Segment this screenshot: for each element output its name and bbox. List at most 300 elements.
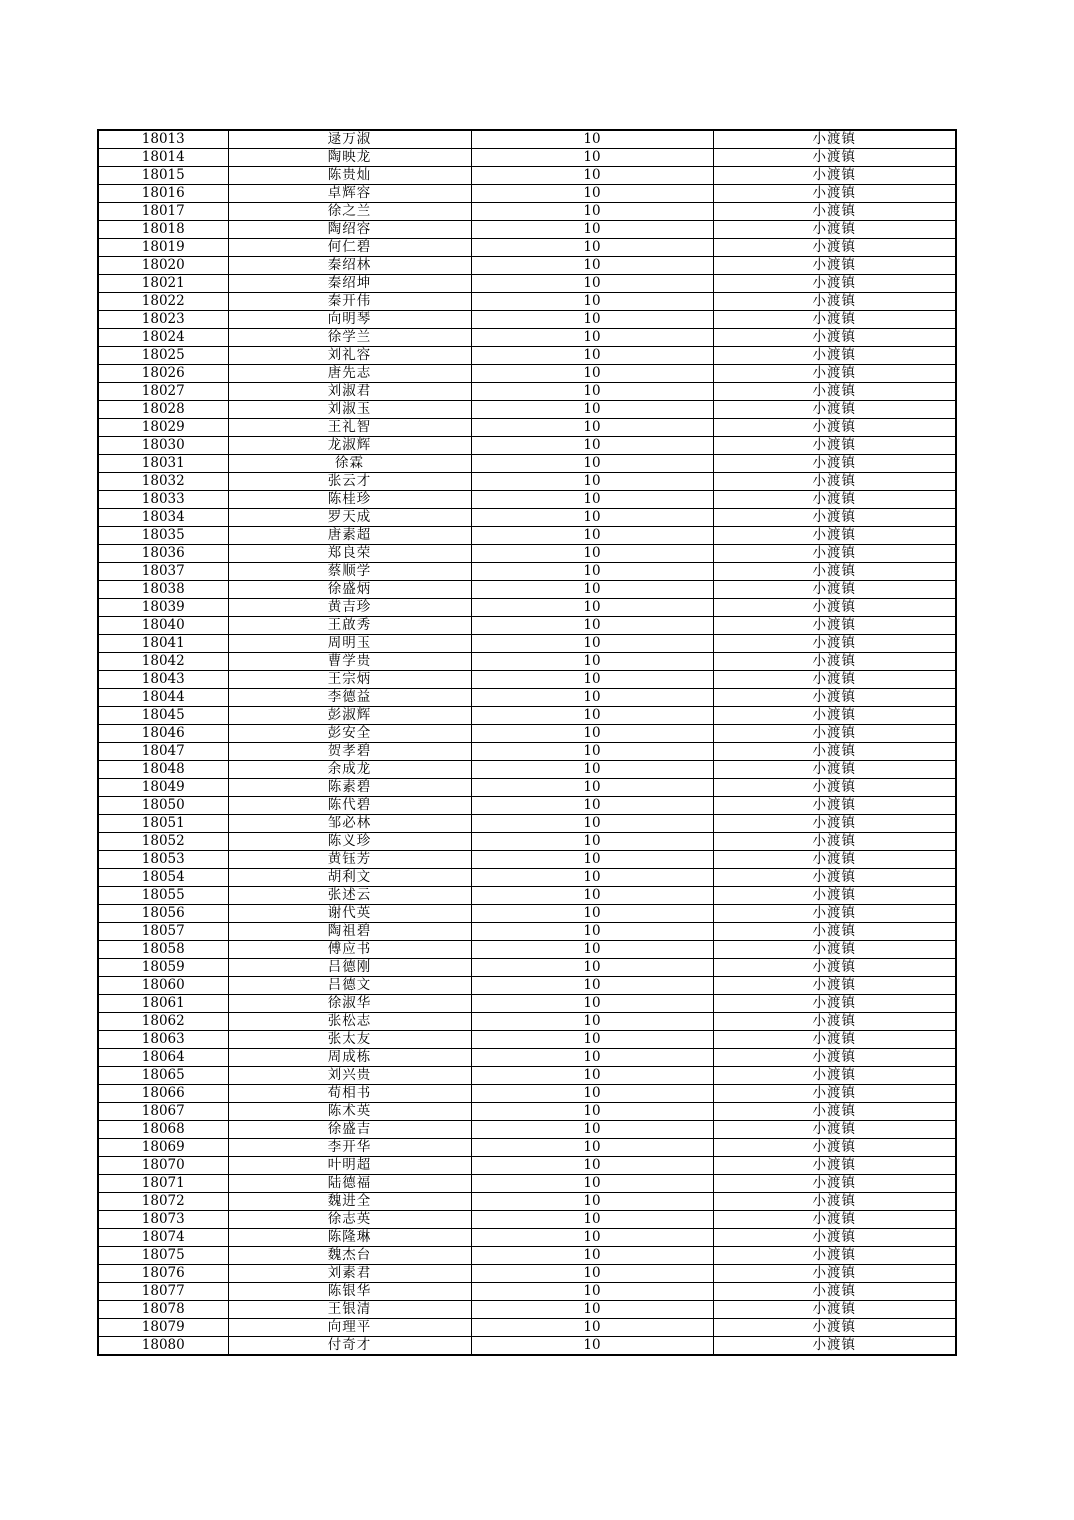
cell-town: 小渡镇 [713,599,956,617]
cell-name: 叶明超 [228,1157,471,1175]
cell-name: 李开华 [228,1139,471,1157]
cell-amount: 10 [471,617,713,635]
cell-town: 小渡镇 [713,257,956,275]
cell-id: 18013 [98,130,228,149]
table-row [98,329,956,347]
cell-amount: 10 [471,1301,713,1319]
cell-name: 徐盛炳 [228,581,471,599]
cell-id: 18050 [98,797,228,815]
cell-amount: 10 [471,455,713,473]
cell-name: 张太友 [228,1031,471,1049]
table-row [98,527,956,545]
table-row [98,311,956,329]
cell-id: 18057 [98,923,228,941]
cell-town: 小渡镇 [713,1049,956,1067]
cell-town: 小渡镇 [713,707,956,725]
cell-id: 18078 [98,1301,228,1319]
cell-name: 周明玉 [228,635,471,653]
cell-amount: 10 [471,149,713,167]
cell-id: 18056 [98,905,228,923]
table-row [98,1247,956,1265]
table-row [98,1265,956,1283]
table-row [98,779,956,797]
cell-name: 向理平 [228,1319,471,1337]
cell-id: 18031 [98,455,228,473]
cell-amount: 10 [471,563,713,581]
cell-name: 王银清 [228,1301,471,1319]
cell-amount: 10 [471,293,713,311]
cell-name: 刘素君 [228,1265,471,1283]
cell-amount: 10 [471,797,713,815]
cell-amount: 10 [471,599,713,617]
table-row [98,275,956,293]
cell-amount: 10 [471,1193,713,1211]
cell-amount: 10 [471,527,713,545]
table-row [98,743,956,761]
cell-town: 小渡镇 [713,869,956,887]
cell-amount: 10 [471,365,713,383]
table-row [98,149,956,167]
cell-id: 18070 [98,1157,228,1175]
cell-amount: 10 [471,1319,713,1337]
table-row [98,365,956,383]
cell-id: 18047 [98,743,228,761]
cell-name: 魏进全 [228,1193,471,1211]
table-row [98,1193,956,1211]
cell-id: 18053 [98,851,228,869]
cell-id: 18020 [98,257,228,275]
cell-amount: 10 [471,1229,713,1247]
cell-town: 小渡镇 [713,1157,956,1175]
cell-amount: 10 [471,725,713,743]
table-body [98,130,956,1355]
cell-id: 18068 [98,1121,228,1139]
cell-town: 小渡镇 [713,545,956,563]
cell-town: 小渡镇 [713,1319,956,1337]
cell-amount: 10 [471,1067,713,1085]
cell-amount: 10 [471,815,713,833]
cell-amount: 10 [471,167,713,185]
table-row [98,293,956,311]
cell-name: 贺孝碧 [228,743,471,761]
cell-amount: 10 [471,185,713,203]
cell-id: 18034 [98,509,228,527]
cell-id: 18063 [98,1031,228,1049]
cell-town: 小渡镇 [713,473,956,491]
cell-id: 18016 [98,185,228,203]
cell-id: 18060 [98,977,228,995]
table-row [98,1283,956,1301]
cell-id: 18054 [98,869,228,887]
cell-amount: 10 [471,203,713,221]
table-row [98,167,956,185]
cell-town: 小渡镇 [713,689,956,707]
table-row [98,923,956,941]
cell-id: 18029 [98,419,228,437]
cell-amount: 10 [471,257,713,275]
table-row [98,905,956,923]
table-row [98,1049,956,1067]
cell-id: 18017 [98,203,228,221]
cell-town: 小渡镇 [713,149,956,167]
cell-id: 18052 [98,833,228,851]
cell-id: 18075 [98,1247,228,1265]
cell-amount: 10 [471,1049,713,1067]
cell-id: 18072 [98,1193,228,1211]
cell-id: 18058 [98,941,228,959]
cell-name: 陈隆琳 [228,1229,471,1247]
cell-town: 小渡镇 [713,347,956,365]
cell-town: 小渡镇 [713,725,956,743]
cell-town: 小渡镇 [713,1067,956,1085]
cell-town: 小渡镇 [713,527,956,545]
cell-name: 曹学贵 [228,653,471,671]
cell-amount: 10 [471,671,713,689]
cell-id: 18045 [98,707,228,725]
cell-id: 18051 [98,815,228,833]
cell-town: 小渡镇 [713,1139,956,1157]
table-row [98,1121,956,1139]
cell-amount: 10 [471,743,713,761]
table-row [98,689,956,707]
cell-amount: 10 [471,329,713,347]
cell-amount: 10 [471,581,713,599]
cell-id: 18046 [98,725,228,743]
cell-id: 18030 [98,437,228,455]
cell-name: 彭淑辉 [228,707,471,725]
cell-town: 小渡镇 [713,1247,956,1265]
table-row [98,1031,956,1049]
cell-id: 18023 [98,311,228,329]
cell-amount: 10 [471,1265,713,1283]
table-row [98,977,956,995]
cell-name: 邹必林 [228,815,471,833]
cell-id: 18079 [98,1319,228,1337]
cell-name: 彭安全 [228,725,471,743]
table-row [98,887,956,905]
cell-id: 18073 [98,1211,228,1229]
cell-name: 张松志 [228,1013,471,1031]
cell-amount: 10 [471,1031,713,1049]
cell-amount: 10 [471,833,713,851]
cell-town: 小渡镇 [713,1301,956,1319]
cell-amount: 10 [471,1157,713,1175]
cell-town: 小渡镇 [713,1193,956,1211]
cell-id: 18037 [98,563,228,581]
cell-town: 小渡镇 [713,617,956,635]
cell-amount: 10 [471,437,713,455]
cell-name: 郑良荣 [228,545,471,563]
cell-name: 陆德福 [228,1175,471,1193]
table-row [98,1301,956,1319]
cell-amount: 10 [471,959,713,977]
cell-town: 小渡镇 [713,671,956,689]
cell-amount: 10 [471,635,713,653]
cell-name: 徐淑华 [228,995,471,1013]
cell-amount: 10 [471,905,713,923]
table-row [98,707,956,725]
cell-town: 小渡镇 [713,653,956,671]
cell-name: 徐志英 [228,1211,471,1229]
cell-name: 秦开伟 [228,293,471,311]
cell-amount: 10 [471,1085,713,1103]
cell-name: 李德益 [228,689,471,707]
cell-town: 小渡镇 [713,203,956,221]
table-row [98,257,956,275]
table-row [98,1139,956,1157]
table-row [98,1067,956,1085]
table-row [98,455,956,473]
cell-town: 小渡镇 [713,365,956,383]
cell-town: 小渡镇 [713,1265,956,1283]
cell-name: 陈代碧 [228,797,471,815]
cell-amount: 10 [471,545,713,563]
cell-amount: 10 [471,509,713,527]
cell-amount: 10 [471,311,713,329]
table-row [98,383,956,401]
cell-town: 小渡镇 [713,581,956,599]
cell-town: 小渡镇 [713,293,956,311]
table-row [98,473,956,491]
cell-id: 18021 [98,275,228,293]
cell-town: 小渡镇 [713,851,956,869]
cell-name: 罗天成 [228,509,471,527]
cell-amount: 10 [471,887,713,905]
table-row [98,797,956,815]
cell-name: 周成栋 [228,1049,471,1067]
cell-amount: 10 [471,347,713,365]
cell-name: 吕德刚 [228,959,471,977]
table-row [98,833,956,851]
cell-id: 18040 [98,617,228,635]
cell-id: 18014 [98,149,228,167]
cell-id: 18039 [98,599,228,617]
cell-id: 18018 [98,221,228,239]
cell-id: 18041 [98,635,228,653]
table-row [98,725,956,743]
cell-id: 18044 [98,689,228,707]
cell-id: 18064 [98,1049,228,1067]
table-row [98,653,956,671]
cell-name: 黄吉珍 [228,599,471,617]
cell-name: 陈义珍 [228,833,471,851]
cell-name: 陈桂珍 [228,491,471,509]
cell-town: 小渡镇 [713,221,956,239]
cell-id: 18062 [98,1013,228,1031]
cell-amount: 10 [471,1247,713,1265]
cell-town: 小渡镇 [713,923,956,941]
cell-amount: 10 [471,851,713,869]
table-row [98,130,956,149]
cell-town: 小渡镇 [713,563,956,581]
cell-name: 何仁碧 [228,239,471,257]
cell-town: 小渡镇 [713,977,956,995]
cell-town: 小渡镇 [713,995,956,1013]
cell-id: 18076 [98,1265,228,1283]
cell-name: 王啟秀 [228,617,471,635]
table-row [98,545,956,563]
table-row [98,1337,956,1356]
table-row [98,635,956,653]
cell-name: 刘礼容 [228,347,471,365]
cell-name: 陈贵灿 [228,167,471,185]
cell-town: 小渡镇 [713,491,956,509]
cell-name: 付奇才 [228,1337,471,1356]
cell-town: 小渡镇 [713,419,956,437]
cell-name: 蔡顺学 [228,563,471,581]
cell-name: 秦绍林 [228,257,471,275]
cell-id: 18066 [98,1085,228,1103]
cell-amount: 10 [471,130,713,149]
cell-name: 秦绍坤 [228,275,471,293]
cell-town: 小渡镇 [713,509,956,527]
cell-amount: 10 [471,419,713,437]
cell-town: 小渡镇 [713,130,956,149]
cell-name: 陶绍容 [228,221,471,239]
cell-id: 18033 [98,491,228,509]
table-row [98,1175,956,1193]
table-row [98,1103,956,1121]
cell-name: 逯万淑 [228,130,471,149]
cell-name: 徐盛吉 [228,1121,471,1139]
cell-town: 小渡镇 [713,761,956,779]
data-table [97,129,957,1356]
cell-id: 18042 [98,653,228,671]
cell-town: 小渡镇 [713,1121,956,1139]
cell-town: 小渡镇 [713,1229,956,1247]
cell-town: 小渡镇 [713,1337,956,1356]
cell-name: 陶映龙 [228,149,471,167]
table-row [98,419,956,437]
cell-town: 小渡镇 [713,329,956,347]
table-row [98,203,956,221]
cell-amount: 10 [471,995,713,1013]
table-row [98,959,956,977]
cell-id: 18049 [98,779,228,797]
cell-town: 小渡镇 [713,1013,956,1031]
cell-amount: 10 [471,761,713,779]
cell-amount: 10 [471,1103,713,1121]
cell-name: 余成龙 [228,761,471,779]
cell-name: 陈素碧 [228,779,471,797]
cell-name: 唐素超 [228,527,471,545]
table-row [98,185,956,203]
cell-town: 小渡镇 [713,275,956,293]
cell-town: 小渡镇 [713,455,956,473]
cell-town: 小渡镇 [713,833,956,851]
cell-id: 18043 [98,671,228,689]
cell-town: 小渡镇 [713,401,956,419]
table-row [98,509,956,527]
cell-id: 18074 [98,1229,228,1247]
cell-town: 小渡镇 [713,185,956,203]
cell-id: 18026 [98,365,228,383]
cell-town: 小渡镇 [713,1211,956,1229]
cell-amount: 10 [471,869,713,887]
cell-town: 小渡镇 [713,905,956,923]
cell-town: 小渡镇 [713,779,956,797]
cell-name: 徐霖 [228,455,471,473]
table-row [98,761,956,779]
table-row [98,491,956,509]
cell-town: 小渡镇 [713,311,956,329]
table-row [98,437,956,455]
cell-name: 张云才 [228,473,471,491]
cell-name: 唐先志 [228,365,471,383]
cell-town: 小渡镇 [713,1103,956,1121]
cell-town: 小渡镇 [713,941,956,959]
cell-name: 荀相书 [228,1085,471,1103]
cell-id: 18080 [98,1337,228,1356]
table-row [98,1319,956,1337]
cell-name: 魏杰台 [228,1247,471,1265]
cell-id: 18038 [98,581,228,599]
cell-amount: 10 [471,941,713,959]
cell-id: 18035 [98,527,228,545]
table-row [98,617,956,635]
cell-town: 小渡镇 [713,797,956,815]
cell-id: 18069 [98,1139,228,1157]
cell-id: 18025 [98,347,228,365]
cell-amount: 10 [471,491,713,509]
cell-name: 龙淑辉 [228,437,471,455]
cell-id: 18061 [98,995,228,1013]
cell-amount: 10 [471,1283,713,1301]
table-row [98,221,956,239]
cell-name: 刘淑君 [228,383,471,401]
cell-id: 18048 [98,761,228,779]
cell-name: 徐学兰 [228,329,471,347]
table-row [98,1013,956,1031]
cell-amount: 10 [471,473,713,491]
cell-town: 小渡镇 [713,437,956,455]
cell-name: 陶祖碧 [228,923,471,941]
cell-town: 小渡镇 [713,167,956,185]
cell-name: 陈银华 [228,1283,471,1301]
table-row [98,1085,956,1103]
cell-town: 小渡镇 [713,743,956,761]
cell-id: 18036 [98,545,228,563]
table-row [98,347,956,365]
table-row [98,239,956,257]
cell-id: 18071 [98,1175,228,1193]
cell-amount: 10 [471,977,713,995]
cell-name: 胡利文 [228,869,471,887]
cell-name: 刘淑玉 [228,401,471,419]
cell-id: 18027 [98,383,228,401]
cell-amount: 10 [471,275,713,293]
table-row [98,815,956,833]
cell-amount: 10 [471,1121,713,1139]
table-row [98,401,956,419]
cell-town: 小渡镇 [713,815,956,833]
cell-id: 18059 [98,959,228,977]
cell-amount: 10 [471,401,713,419]
cell-name: 卓辉容 [228,185,471,203]
cell-name: 黄钰芳 [228,851,471,869]
cell-id: 18024 [98,329,228,347]
table-row [98,941,956,959]
cell-name: 吕德文 [228,977,471,995]
cell-amount: 10 [471,1211,713,1229]
cell-amount: 10 [471,1139,713,1157]
cell-name: 刘兴贵 [228,1067,471,1085]
cell-name: 向明琴 [228,311,471,329]
table-row [98,1229,956,1247]
cell-amount: 10 [471,239,713,257]
cell-id: 18065 [98,1067,228,1085]
cell-amount: 10 [471,1337,713,1356]
